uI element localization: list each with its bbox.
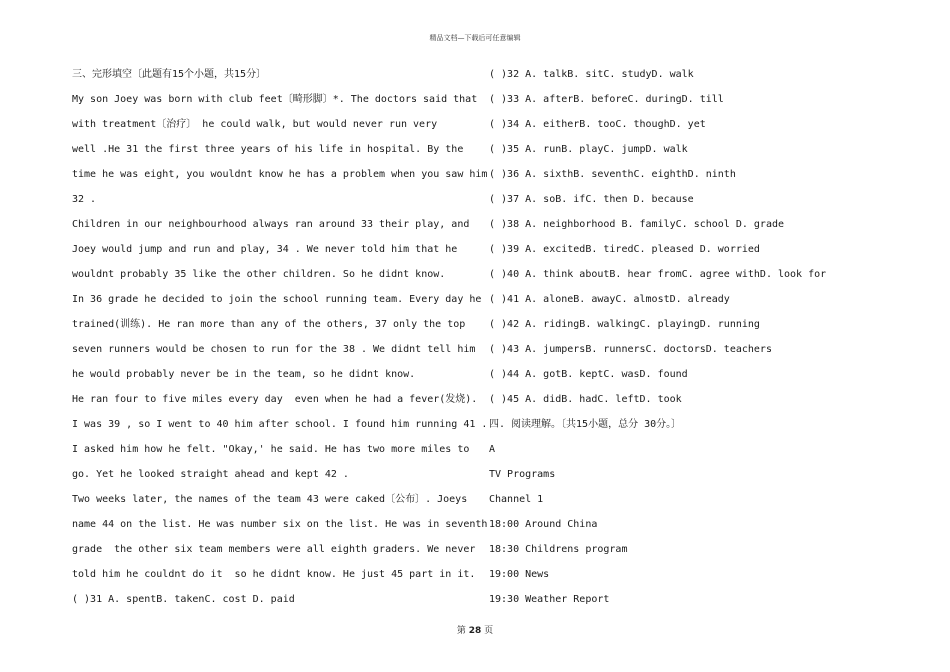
left-column [72, 67, 488, 617]
program-item: 18:00 Around China [489, 519, 598, 530]
text-line: he would probably never be in the team, so he didnt know. [72, 369, 416, 380]
footer-suffix: 页 [484, 626, 494, 636]
question-44: ( )44 A. gotB. keptC. wasD. found [489, 369, 688, 380]
question-41: ( )41 A. aloneB. awayC. almostD. already [489, 294, 730, 305]
page-header: 精品文档—下载后可任意编辑 [429, 34, 521, 42]
page-footer [0, 623, 950, 636]
section-title-cloze: 三、完形填空〔此题有15个小题，共15分〕 [72, 69, 267, 80]
text-line: grade the other six team members were all eighth graders. We never [72, 544, 476, 555]
section-title-reading: 四. 阅读理解。〔共15小题，总分 30分。〕 [489, 419, 682, 430]
question-33: ( )33 A. afterB. beforeC. duringD. till [489, 94, 724, 105]
text-line: trained(训练). He ran more than any of the others, 37 only the top [72, 319, 466, 330]
text-line: well .He 31 the first three years of his life in hospital. By the [72, 144, 464, 155]
question-42: ( )42 A. ridingB. walkingC. playingD. running [489, 319, 760, 330]
question-36: ( )36 A. sixthB. seventhC. eighthD. ninth [489, 169, 736, 180]
question-37: ( )37 A. soB. ifC. then D. because [489, 194, 694, 205]
text-line: time he was eight, you wouldnt know he has a problem when you saw him [72, 169, 488, 180]
text-line: told him he couldnt do it so he didnt know. He just 45 part in it. [72, 569, 476, 580]
question-40: ( )40 A. think aboutB. hear fromC. agree withD. look for [489, 269, 827, 280]
text-line: My son Joey was born with club feet〔畸形脚〕*. The doctors said that [72, 94, 478, 105]
question-34: ( )34 A. eitherB. tooC. thoughD. yet [489, 119, 706, 130]
question-32: ( )32 A. talkB. sitC. studyD. walk [489, 69, 694, 80]
program-item: 19:30 Weather Report [489, 594, 610, 605]
text-line: go. Yet he looked straight ahead and kept 42 . [72, 469, 349, 480]
text-line: with treatment〔治疗〕 he could walk, but would never run very [72, 119, 438, 130]
right-column [489, 67, 889, 617]
text-line: seven runners would be chosen to run for the 38 . We didnt tell him [72, 344, 476, 355]
channel-label: Channel 1 [489, 494, 544, 505]
text-line: name 44 on the list. He was number six on the list. He was in seventh [72, 519, 488, 530]
page-number: 28 [468, 626, 482, 636]
question-35: ( )35 A. runB. playC. jumpD. walk [489, 144, 688, 155]
text-line: Joey would jump and run and play, 34 . We never told him that he [72, 244, 458, 255]
program-item: 18:30 Childrens program [489, 544, 628, 555]
question-43: ( )43 A. jumpersB. runnersC. doctorsD. teachers [489, 344, 772, 355]
question-45: ( )45 A. didB. hadC. leftD. took [489, 394, 682, 405]
text-line: I asked him how he felt. "Okay,' he said. He has two more miles to [72, 444, 470, 455]
text-line: He ran four to five miles every day even when he had a fever(发烧). [72, 394, 478, 405]
tv-programs-title: TV Programs [489, 469, 556, 480]
program-item: 19:00 News [489, 569, 550, 580]
question-39: ( )39 A. excitedB. tiredC. pleased D. worried [489, 244, 760, 255]
passage-label: A [489, 444, 496, 455]
text-line: 32 . [72, 194, 97, 205]
text-line: wouldnt probably 35 like the other children. So he didnt know. [72, 269, 446, 280]
text-line: I was 39 , so I went to 40 him after school. I found him running 41 . [72, 419, 488, 430]
text-line: Children in our neighbourhood always ran around 33 their play, and [72, 219, 470, 230]
footer-prefix: 第 [456, 626, 466, 636]
question-38: ( )38 A. neighborhood B. familyC. school D. grade [489, 219, 785, 230]
question-31: ( )31 A. spentB. takenC. cost D. paid [72, 594, 295, 605]
text-line: In 36 grade he decided to join the school running team. Every day he [72, 294, 482, 305]
text-line: Two weeks later, the names of the team 43 were caked〔公布〕. Joeys [72, 494, 468, 505]
